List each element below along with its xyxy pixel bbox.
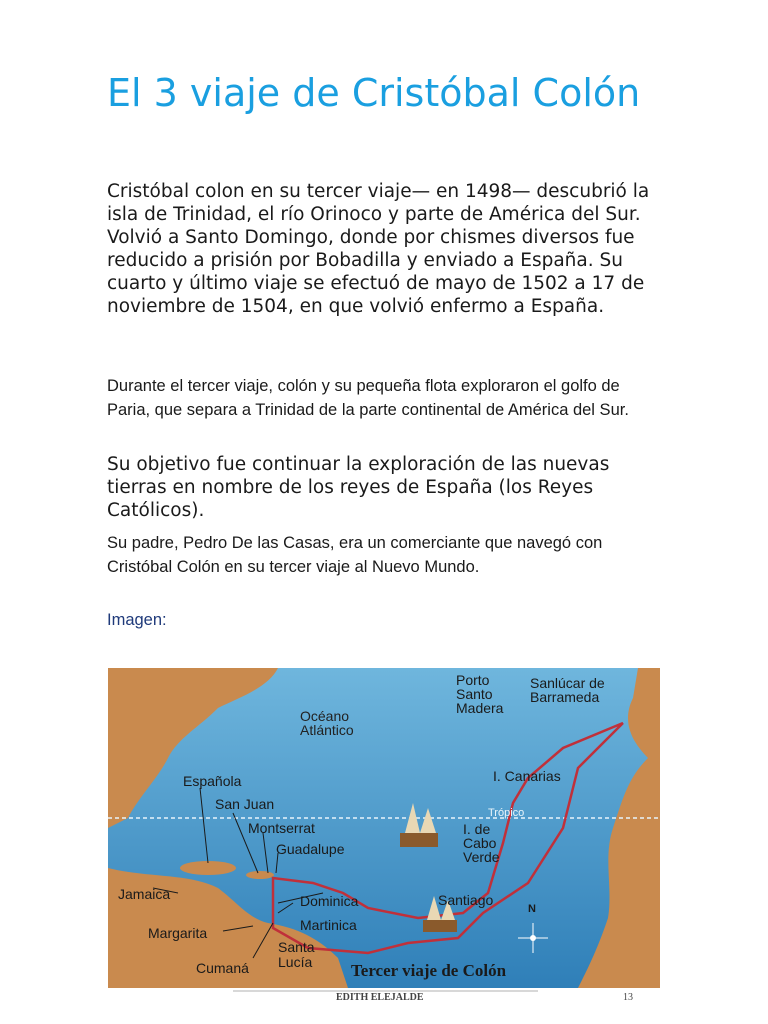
label-porto: Porto <box>456 672 490 688</box>
label-margarita: Margarita <box>148 925 208 941</box>
espanola-island <box>180 861 236 875</box>
map-page-number: 13 <box>623 992 633 1002</box>
label-cabo-verde-1: I. de <box>463 821 491 837</box>
label-north: N <box>528 903 536 915</box>
label-guadalupe: Guadalupe <box>276 841 345 857</box>
label-jamaica: Jamaica <box>118 886 171 902</box>
image-label: Imagen: <box>107 611 167 629</box>
label-santo: Santo <box>456 686 493 702</box>
label-santiago: Santiago <box>438 892 494 908</box>
paragraph-third-voyage: Cristóbal colon en su tercer viaje— en 1498— descubrió la isla de Trinidad, el río Orinoco y parte de América del Sur. Volvió a Santo Domingo, donde por chismes diversos fue reducido a prisión por Bobadilla y enviado a España. Su cuarto y último viaje se efectuó de mayo de 1502 a 17 de noviembre de 1504, en que volvió enfermo a España. <box>107 181 650 317</box>
label-cumana: Cumaná <box>196 960 249 976</box>
paragraph-objective: Su objetivo fue continuar la exploración de las nuevas tierras en nombre de los reyes de España (los Reyes Católicos). <box>107 454 610 521</box>
label-oceano: Océano <box>300 708 350 724</box>
label-canarias: I. Canarias <box>493 768 561 784</box>
label-san-juan: San Juan <box>215 796 275 812</box>
voyage-map <box>108 668 660 1002</box>
label-cabo-verde-2: Cabo <box>463 835 497 851</box>
label-martinica: Martinica <box>300 917 357 933</box>
label-lucia: Lucía <box>278 954 313 970</box>
label-sanlucar: Sanlúcar de <box>530 675 605 691</box>
label-dominica: Dominica <box>300 893 359 909</box>
paragraph-father: Su padre, Pedro De las Casas, era un comerciante que navegó con Cristóbal Colón en su tercer viaje al Nuevo Mundo. <box>107 534 603 576</box>
label-espanola: Española <box>183 773 242 789</box>
san-juan-island <box>246 871 274 879</box>
map-caption: Tercer viaje de Colón <box>351 961 507 980</box>
label-montserrat: Montserrat <box>248 820 315 836</box>
voyage-map-svg <box>108 668 660 1002</box>
label-santa: Santa <box>278 939 315 955</box>
label-cabo-verde-3: Verde <box>463 849 500 865</box>
label-madera: Madera <box>456 700 504 716</box>
map-footer-author: EDITH ELEJALDE <box>336 992 424 1002</box>
paragraph-gulf-of-paria: Durante el tercer viaje, colón y su pequeña flota exploraron el golfo de Paria, que separa a Trinidad de la parte continental de América del Sur. <box>107 377 629 419</box>
page-title: El 3 viaje de Cristóbal Colón <box>107 71 641 115</box>
label-atlantico: Atlántico <box>300 722 354 738</box>
label-barrameda: Barrameda <box>530 689 600 705</box>
label-tropico: Trópico <box>488 807 525 819</box>
